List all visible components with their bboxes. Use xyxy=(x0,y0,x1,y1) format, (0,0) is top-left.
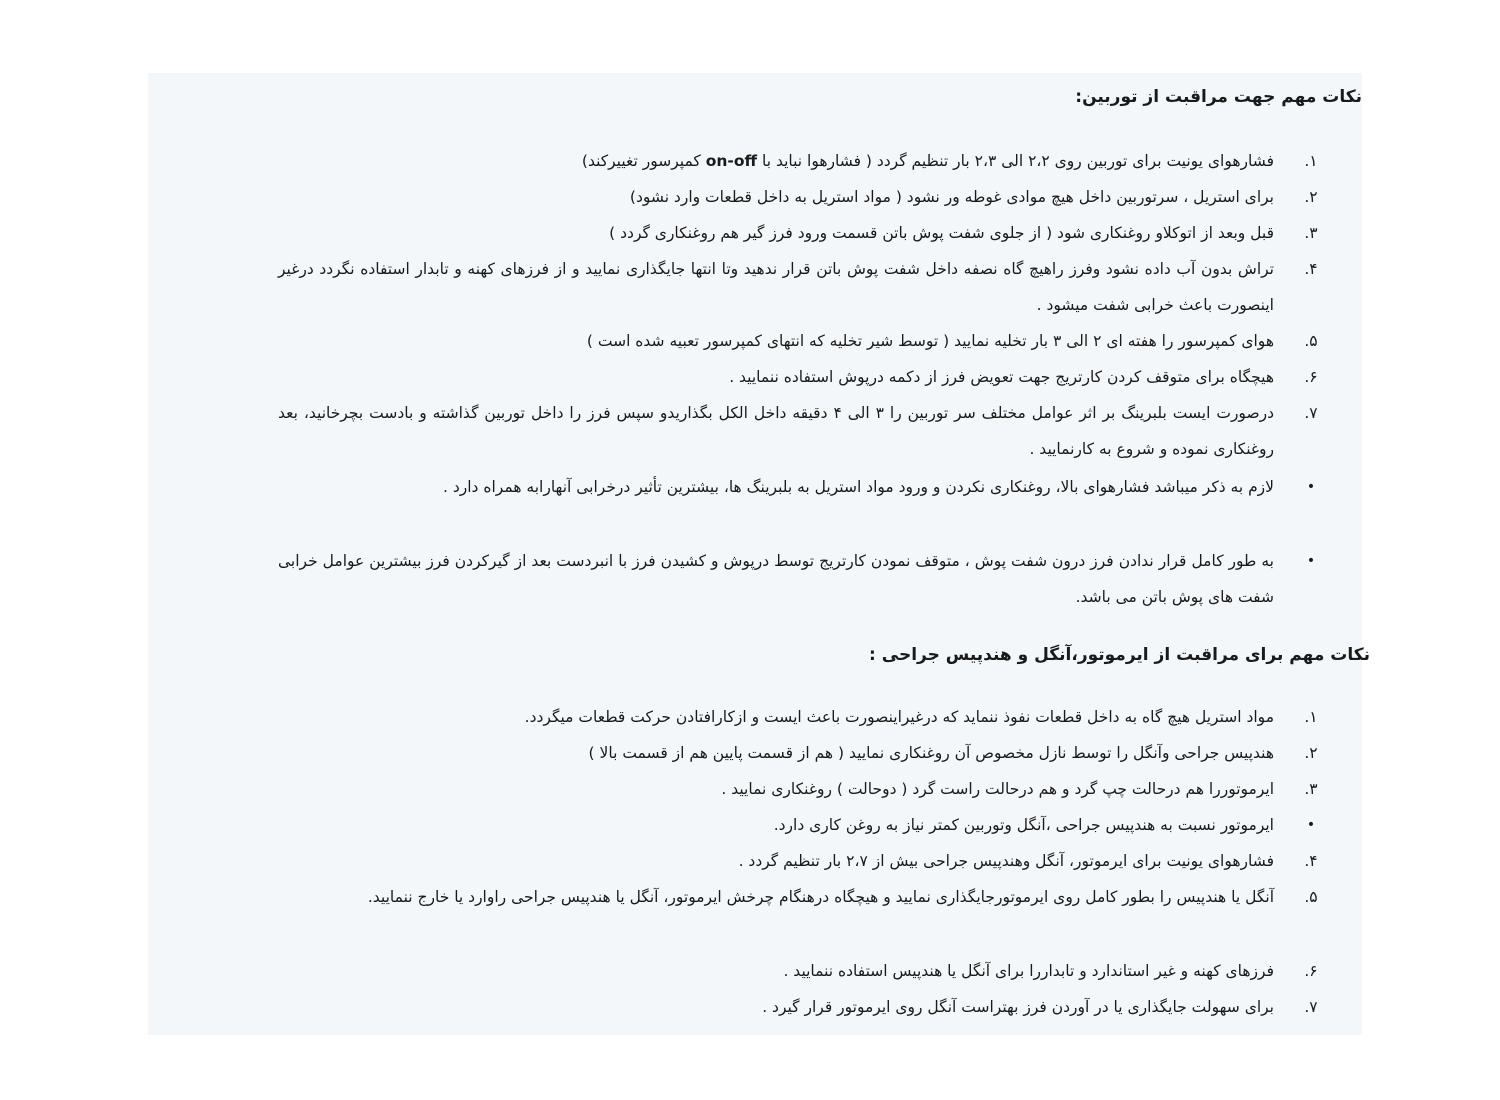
list-item-text: لازم به ذکر میباشد فشارهوای بالا، روغنکاری نکردن و ورود مواد استریل به بلبرینگ ها، بیشترین تأثیر درخرابی آنهارابه همراه دارد . xyxy=(443,478,1274,496)
list-item xyxy=(278,543,1340,615)
list-marker: ۴. xyxy=(1304,852,1318,870)
list-item-text: درصورت ایست بلبرینگ بر اثر عوامل مختلف سر توربین را ۳ الی ۴ دقیقه داخل الکل بگذاریدو سپس فرز را داخل توربین گذاشته و بادست بچرخانید، بعد روغنکاری نموده و شروع به کارنمایید . xyxy=(278,404,1274,458)
list-item-latin-term: on-off xyxy=(705,152,758,170)
list-item-text: آنگل یا هندپیس را بطور کامل روی ایرموتورجایگذاری نمایید و هیچگاه درهنگام چرخش ایرموتور، آنگل یا هندپیس جراحی راوارد یا خارج ننمایید. xyxy=(367,888,1274,906)
list-item xyxy=(278,179,1340,215)
bullet-marker: • xyxy=(1306,479,1316,495)
list-item xyxy=(278,251,1340,323)
list-item-text: هیچگاه برای متوقف کردن کارتریج جهت تعویض فرز از دکمه درپوش استفاده ننمایید . xyxy=(729,368,1274,386)
list-item-text: به طور کامل قرار ندادن فرز درون شفت پوش ، متوقف نمودن کارتریج توسط درپوش و کشیدن فرز با انبردست بعد از گیرکردن فرز بیشترین عوامل خرابی شفت های پوش باتن می باشد. xyxy=(278,552,1274,606)
list-item xyxy=(278,879,1340,915)
list-item-text: فرزهای کهنه و غیر استاندارد و تابداررا برای آنگل یا هندپیس استفاده ننمایید . xyxy=(783,962,1274,980)
list-marker: ۷. xyxy=(1304,404,1318,422)
list-item-text: برای استریل ، سرتوربین داخل هیچ موادی غوطه ور نشود ( مواد استریل به داخل قطعات وارد نشود) xyxy=(629,188,1274,206)
list-marker: ۲. xyxy=(1304,744,1318,762)
list-marker: ۷. xyxy=(1304,998,1318,1016)
section-title-airmotor-care: نکات مهم برای مراقبت از ایرموتور،آنگل و هندپیس جراحی : xyxy=(869,645,1370,665)
list-marker: ۲. xyxy=(1304,188,1318,206)
list-marker: ۶. xyxy=(1304,962,1318,980)
list-item xyxy=(278,215,1340,251)
list-item-text: هوای کمپرسور را هفته ای ۲ الی ۳ بار تخلیه نمایید ( توسط شیر تخلیه که انتهای کمپرسور تعبیه شده است ) xyxy=(586,332,1274,350)
list-item xyxy=(278,395,1340,467)
list-item xyxy=(278,699,1340,735)
list-item xyxy=(278,359,1340,395)
list-marker: ۴. xyxy=(1304,260,1318,278)
list-item-text: ایرموتور نسبت به هندپیس جراحی ،آنگل وتوربین کمتر نیاز به روغن کاری دارد. xyxy=(773,816,1274,834)
list-item-text: کمپرسور تغییرکند) xyxy=(581,152,706,170)
list-item xyxy=(278,323,1340,359)
list-item-text: تراش بدون آب داده نشود وفرز راهیچ گاه نصفه داخل شفت پوش باتن قرار ندهید وتا انتها جایگذاری نمایید و از فرزهای کهنه و تابدار استفاده نگردد درغیر اینصورت باعث خرابی شفت میشود . xyxy=(278,260,1274,314)
list-marker: ۳. xyxy=(1304,224,1318,242)
list-item-text: مواد استریل هیچ گاه به داخل قطعات نفوذ ننماید که درغیراینصورت باعث ایست و ازکارافتادن حرکت قطعات میگردد. xyxy=(524,708,1274,726)
list-item-text: فشارهوای یونیت برای توربین روی ۲،۲ الی ۲،۳ بار تنظیم گردد ( فشارهوا نباید با xyxy=(757,152,1274,170)
list-item xyxy=(278,953,1340,989)
list-marker: ۵. xyxy=(1304,888,1318,906)
list-marker: ۳. xyxy=(1304,780,1318,798)
list-item-text: هندپیس جراحی وآنگل را توسط نازل مخصوص آن روغنکاری نمایید ( هم از قسمت پایین هم از قسمت بالا ) xyxy=(588,744,1274,762)
list-marker: ۶. xyxy=(1304,368,1318,386)
section-title-turbine-care: نکات مهم جهت مراقبت از توربین: xyxy=(1075,87,1362,107)
list-marker: ۵. xyxy=(1304,332,1318,350)
list-marker: ۱. xyxy=(1304,152,1318,170)
bullet-marker: • xyxy=(1306,817,1316,833)
list-item xyxy=(278,143,1340,179)
list-item xyxy=(278,735,1340,771)
list-item-text: ایرموتوررا هم درحالت چپ گرد و هم درحالت راست گرد ( دوحالت ) روغنکاری نمایید . xyxy=(721,780,1274,798)
list-item xyxy=(278,771,1340,807)
list-item-text: فشارهوای یونیت برای ایرموتور، آنگل وهندپیس جراحی بیش از ۲،۷ بار تنظیم گردد . xyxy=(738,852,1274,870)
list-item-text: قبل وبعد از اتوکلاو روغنکاری شود ( از جلوی شفت پوش باتن قسمت ورود فرز گیر هم روغنکاری گردد ) xyxy=(609,224,1274,242)
document-page xyxy=(148,73,1370,1035)
list-item xyxy=(278,469,1340,505)
list-item xyxy=(278,807,1340,843)
list-item xyxy=(278,843,1340,879)
list-item xyxy=(278,989,1340,1025)
list-marker: ۱. xyxy=(1304,708,1318,726)
list-item-text: برای سهولت جایگذاری یا در آوردن فرز بهتراست آنگل روی ایرموتور قرار گیرد . xyxy=(762,998,1274,1016)
bullet-marker: • xyxy=(1306,553,1316,569)
